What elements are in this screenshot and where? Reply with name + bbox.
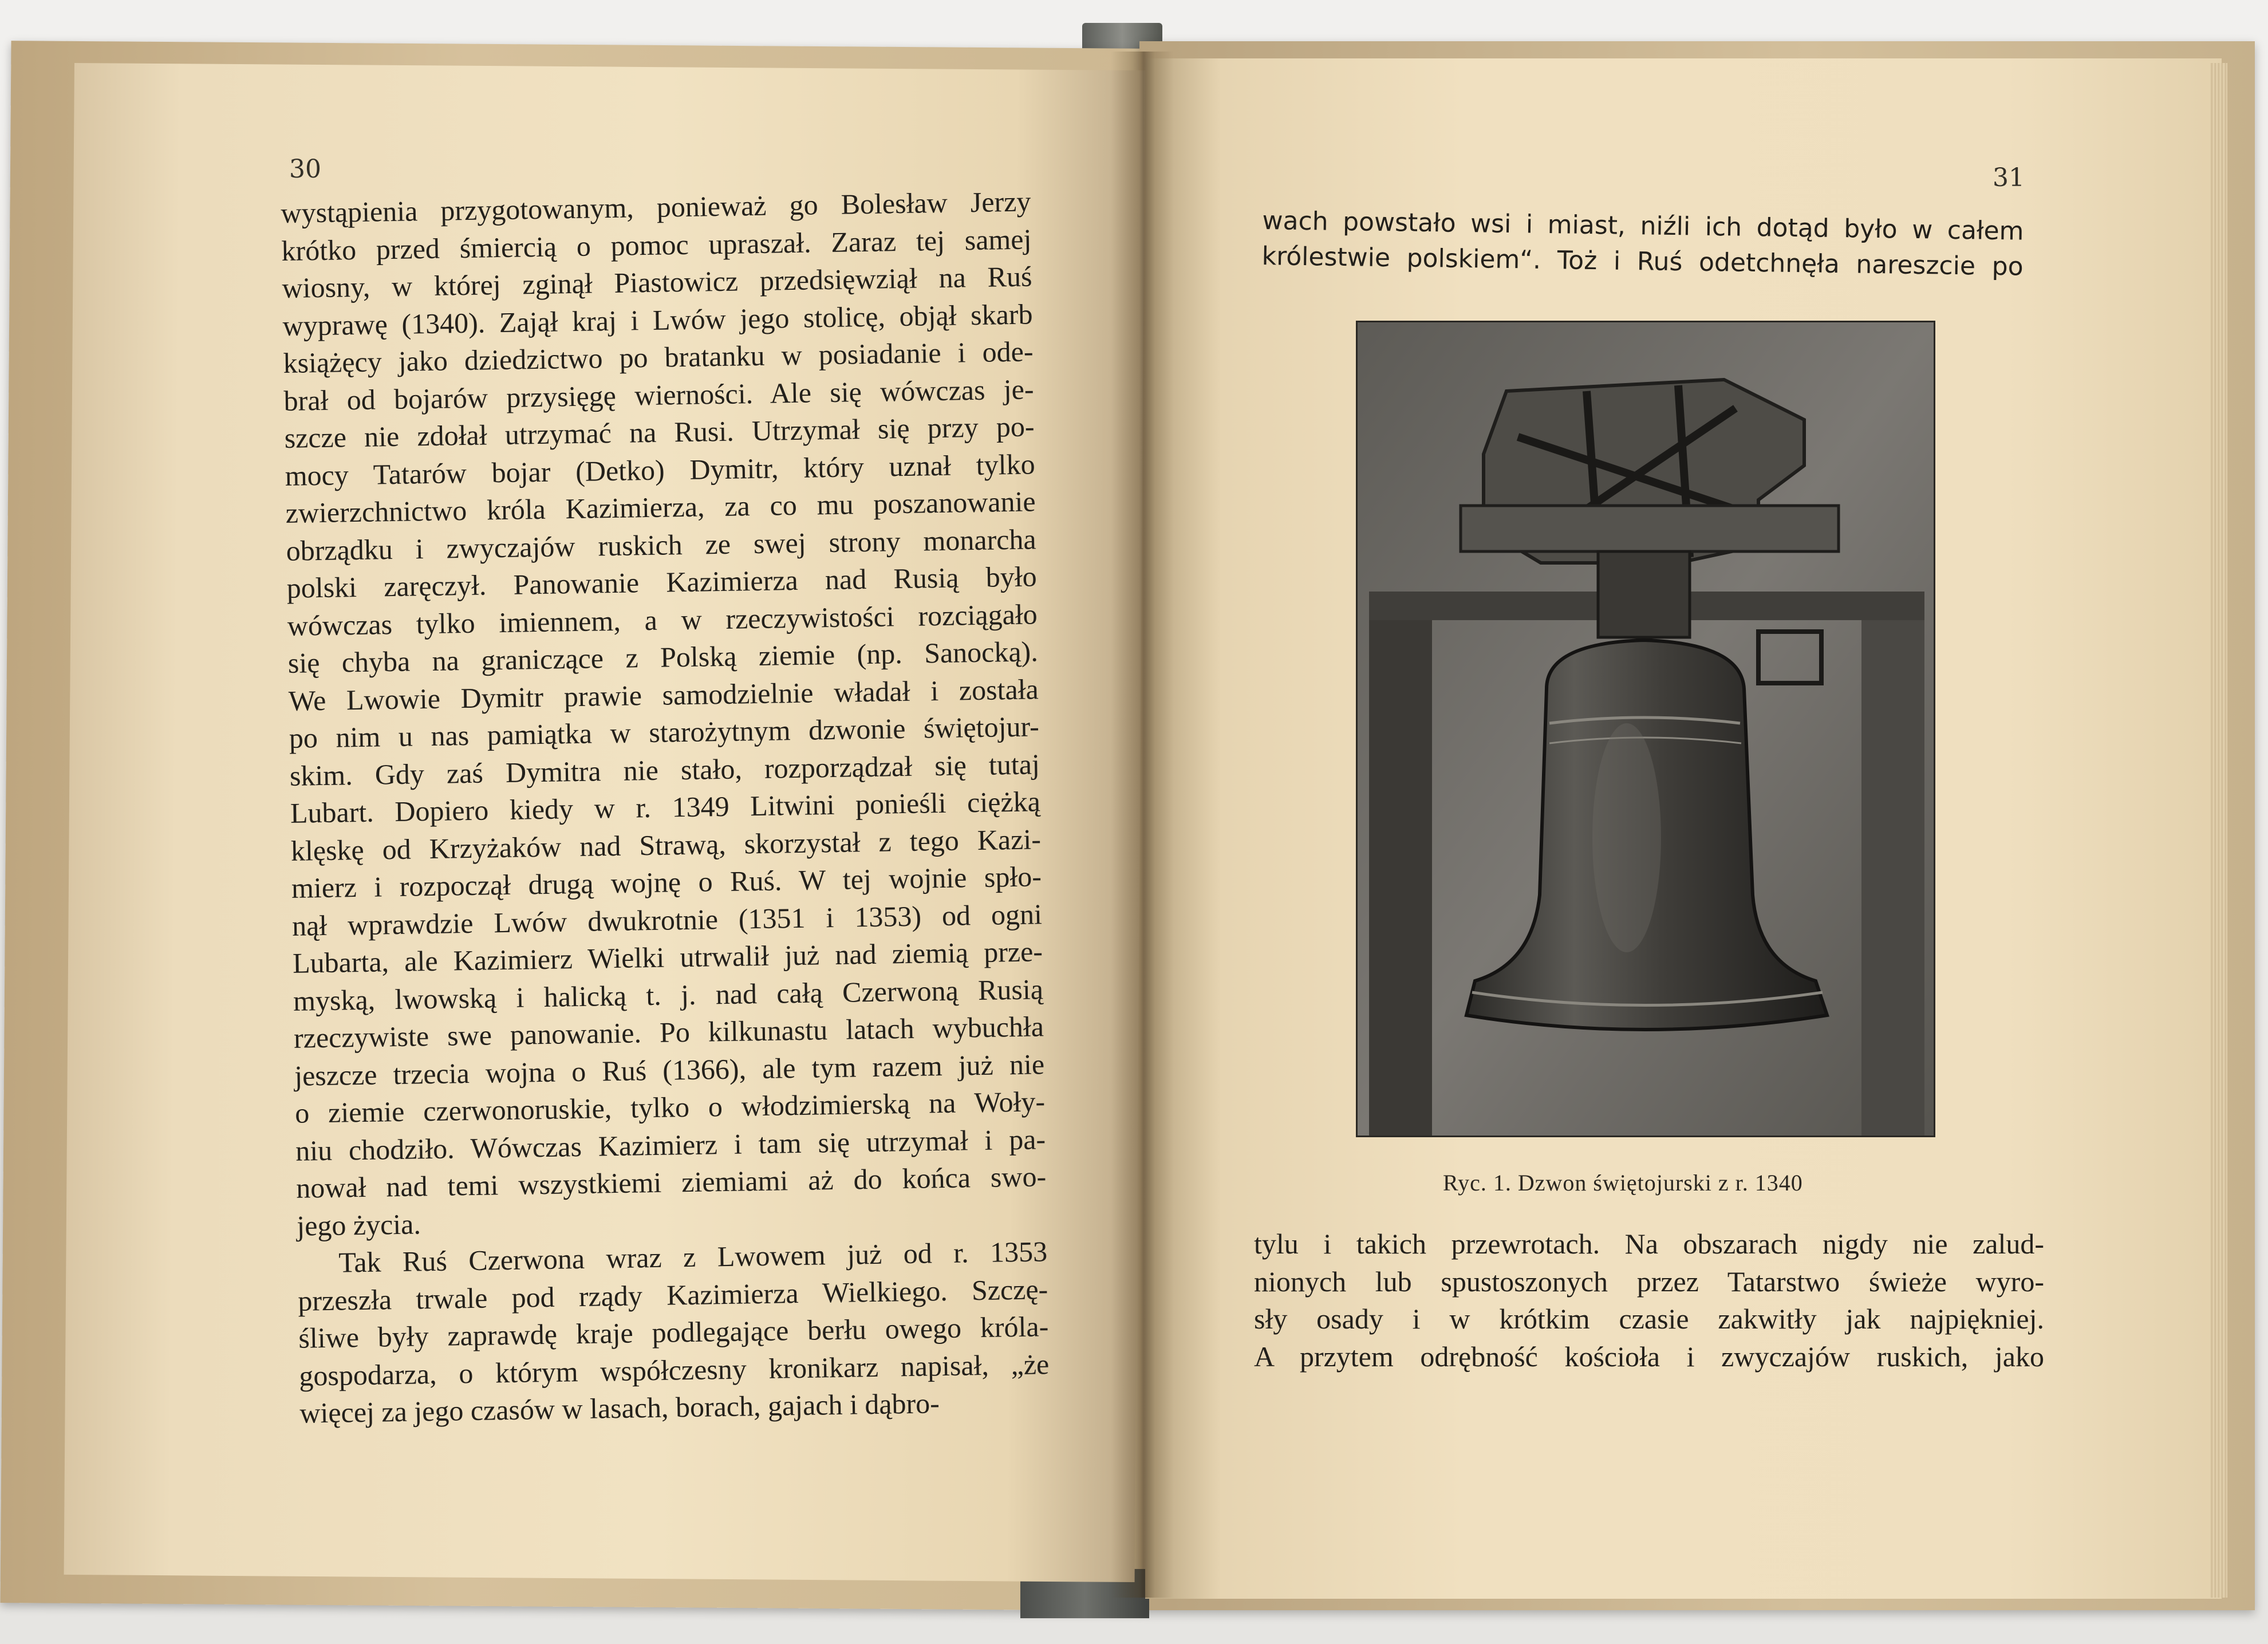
- text-line: książęcy jako dziedzictwo po bratanku w posiadanie i ode-: [283, 335, 1034, 379]
- text-line: nionych lub spustoszonych przez Tatarstwo świeże wyro-: [1254, 1265, 2044, 1298]
- text-line: zwierzchnictwo króla Kazimierza, za co mu poszanowanie: [285, 485, 1036, 529]
- page-fore-edge: [2210, 63, 2227, 1598]
- text-line: jeszcze trzecia wojna o Ruś (1366), ale tym razem już nie: [294, 1047, 1045, 1092]
- text-line: Lubarta, ale Kazimierz Wielki utrwalił już nad ziemią prze-: [292, 935, 1043, 979]
- text-line: mocy Tatarów bojar (Detko) Dymitr, który uznał tylko: [285, 447, 1035, 492]
- text-line: jego życia.: [296, 1207, 421, 1242]
- bell-illustration: [1358, 322, 1934, 1136]
- text-line: nął wprawdzie Lwów dwukrotnie (1351 i 1353) od ogni: [291, 897, 1043, 942]
- text-line: wach powstało wsi i miast, niźli ich dotąd było w całem: [1262, 206, 2024, 246]
- right-post: [1861, 592, 1924, 1136]
- text-line: wyprawę (1340). Zajął kraj i Lwów jego stolicę, objął skarb: [282, 297, 1033, 342]
- right-page-number: 31: [1993, 163, 2025, 192]
- right-page-top-text: [1261, 203, 2024, 285]
- text-line: skim. Gdy zaś Dymitra nie stało, rozporządzał się tutaj: [289, 747, 1040, 792]
- text-line: wiosny, w której zginął Piastowicz przedsięwziął na Ruś: [282, 260, 1032, 304]
- left-page-number: 30: [289, 155, 321, 184]
- text-line: tylu i takich przewrotach. Na obszarach nigdy nie zalud-: [1254, 1228, 2044, 1260]
- text-line: klęskę od Krzyżaków nad Strawą, skorzystał z tego Kazi-: [290, 822, 1042, 867]
- text-line: mierz i rozpoczął drugą wojnę o Ruś. W tej wojnie spło-: [291, 860, 1042, 904]
- text-line: Lubart. Dopiero kiedy w r. 1349 Litwini ponieśli ciężką: [290, 785, 1041, 829]
- text-line: królestwie polskiem“. Toż i Ruś odetchnęła nareszcie po: [1261, 241, 2024, 282]
- text-line: wówczas tylko imiennem, a w rzeczywistości rozciągało: [287, 597, 1038, 642]
- text-line: gospodarza, o którym współczesny kronikarz napisał, „że: [298, 1347, 1050, 1392]
- text-line: szcze nie zdołał utrzymać na Rusi. Utrzymał się przy po-: [284, 410, 1035, 454]
- text-line: polski zaręczył. Panowanie Kazimierza nad Rusią było: [286, 560, 1038, 604]
- text-line: myską, lwowską i halicką t. j. nad całą Czerwoną Rusią: [293, 972, 1044, 1017]
- text-line: sły osady i w krótkim czasie zakwitły jak najpiękniej.: [1254, 1303, 2044, 1335]
- text-line: więcej za jego czasów w lasach, borach, gajach i dąbro-: [299, 1387, 940, 1429]
- text-line: obrządku i zwyczajów ruskich ze swej strony monarcha: [286, 522, 1037, 567]
- left-post: [1369, 592, 1432, 1136]
- text-line: We Lwowie Dymitr prawie samodzielnie władał i została: [288, 672, 1039, 717]
- bell-crown: [1598, 551, 1690, 637]
- text-line: się chyba na graniczące z Polską ziemie (np. Sanocką).: [287, 635, 1039, 679]
- text-line: śliwe były zaprawdę kraje podlegające berłu owego króla-: [298, 1310, 1049, 1354]
- text-line: po nim u nas pamiątka w starożytnym dzwonie świętojur-: [289, 710, 1040, 754]
- bell-photograph: [1356, 321, 1935, 1137]
- text-line: wystąpienia przygotowanym, ponieważ go Bolesław Jerzy: [281, 185, 1031, 229]
- text-line: brał od bojarów przysięgę wierności. Ale się wówczas je-: [283, 372, 1034, 417]
- text-line: przeszła trwale pod rządy Kazimierza Wielkiego. Szczę-: [297, 1272, 1048, 1317]
- figure-caption: Ryc. 1. Dzwon świętojurski z r. 1340: [1443, 1170, 1803, 1196]
- text-line: krótko przed śmiercią o pomoc upraszał. Zaraz tej samej: [281, 222, 1032, 267]
- text-line: o ziemie czerwonoruskie, tylko o włodzimierską na Woły-: [294, 1085, 1046, 1129]
- text-line: rzeczywiste swe panowanie. Po kilkunastu latach wybuchła: [293, 1010, 1044, 1054]
- right-page-bottom-text: [1254, 1225, 2044, 1375]
- text-line: niu chodziło. Wówczas Kazimierz i tam się utrzymał i pa-: [295, 1122, 1046, 1167]
- left-page-text: [281, 183, 1050, 1432]
- text-line: Tak Ruś Czerwona wraz z Lwowem już od r. 1353: [338, 1235, 1048, 1279]
- text-line: nował nad temi wszystkiemi ziemiami aż do końca swo-: [295, 1160, 1047, 1204]
- text-line: A przytem odrębność kościoła i zwyczajów ruskich, jako: [1254, 1340, 2044, 1373]
